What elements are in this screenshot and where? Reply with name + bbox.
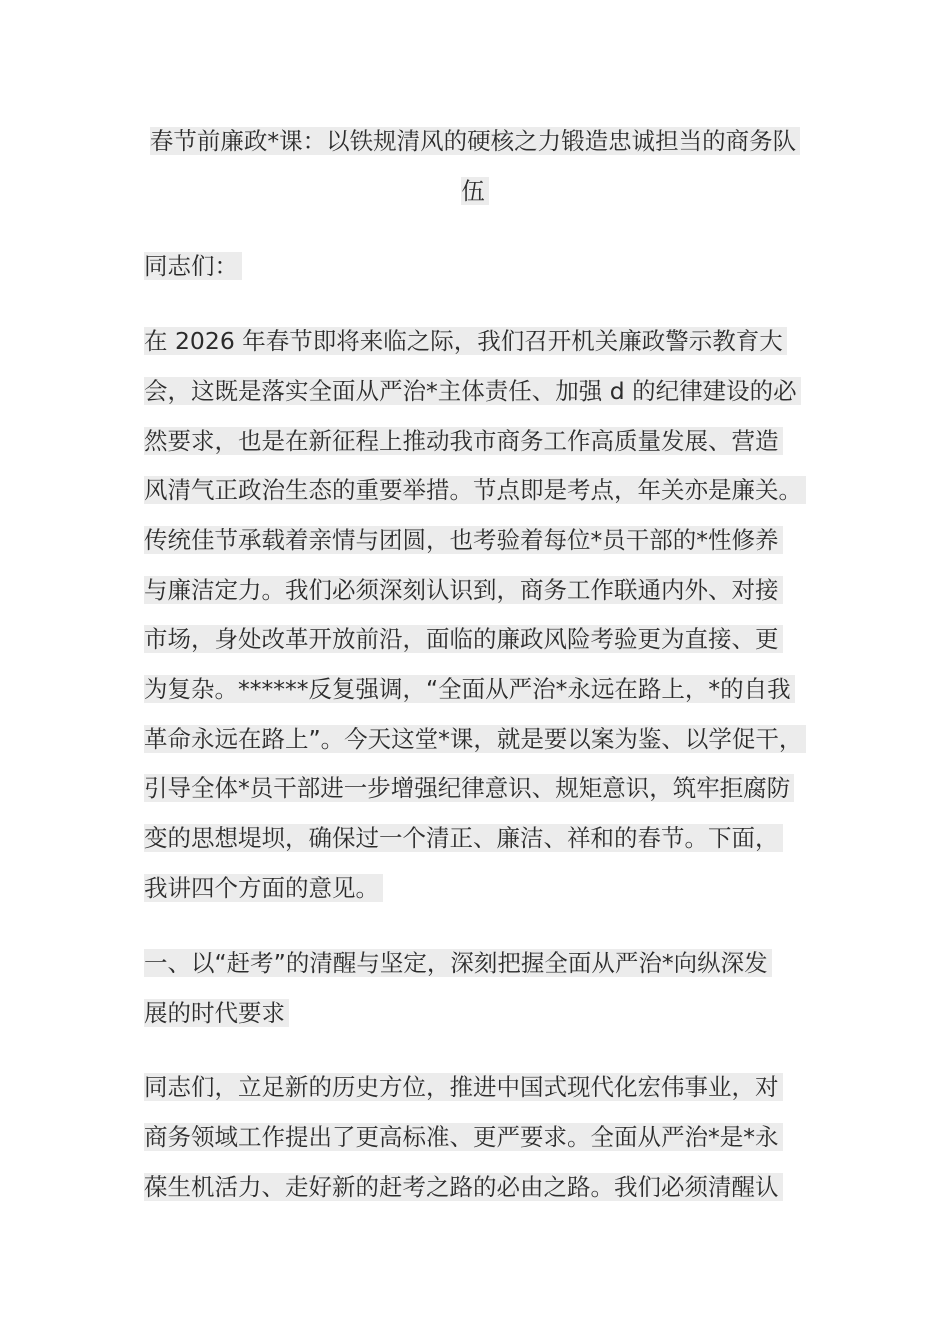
intro-line [144,323,787,359]
intro-line [144,820,783,856]
document-title-line-2 [0,173,950,209]
section-body-line [144,1169,783,1205]
document-title-line-1 [0,123,950,159]
intro-line-text: 然要求，也是在新征程上推动我市商务工作高质量发展、营造 [144,427,783,455]
intro-line-text: 为复杂。******反复强调，“全面从严治*永远在路上，*的自我 [144,675,795,703]
intro-line [144,472,806,508]
section-body-line [144,1119,783,1155]
intro-line-text: 革命永远在路上”。今天这堂*课，就是要以案为鉴、以学促干， [144,725,806,753]
intro-line-text: 与廉洁定力。我们必须深刻认识到，商务工作联通内外、对接 [144,576,783,604]
section-body-line [144,1069,783,1105]
intro-line [144,870,383,906]
intro-line [144,671,795,707]
document-title-text: 伍 [461,177,489,205]
intro-line [144,373,801,409]
intro-line [144,770,794,806]
section-heading-text: 一、以“赶考”的清醒与坚定，深刻把握全面从严治*向纵深发 [144,949,772,977]
intro-line-text: 我讲四个方面的意见。 [144,874,383,902]
section-body-text: 同志们，立足新的历史方位，推进中国式现代化宏伟事业，对 [144,1073,783,1101]
section-heading-line [144,995,289,1031]
section-body-text: 商务领域工作提出了更高标准、更严要求。全面从严治*是*永 [144,1123,783,1151]
intro-line [144,572,783,608]
document-title-text: 春节前廉政*课：以铁规清风的硬核之力锻造忠诚担当的商务队 [150,127,800,155]
intro-line [144,423,783,459]
intro-line-text: 在 2026 年春节即将来临之际，我们召开机关廉政警示教育大 [144,327,787,355]
intro-line-text: 变的思想堤坝，确保过一个清正、廉洁、祥和的春节。下面， [144,824,783,852]
salutation [144,248,242,284]
intro-line-text: 传统佳节承载着亲情与团圆，也考验着每位*员干部的*性修养 [144,526,783,554]
intro-line [144,721,806,757]
intro-line-text: 市场，身处改革开放前沿，面临的廉政风险考验更为直接、更 [144,625,783,653]
section-heading-text: 展的时代要求 [144,999,289,1027]
section-heading-line [144,945,772,981]
intro-line [144,621,783,657]
section-body-text: 葆生机活力、走好新的赶考之路的必由之路。我们必须清醒认 [144,1173,783,1201]
salutation-text: 同志们： [144,252,242,280]
intro-line [144,522,783,558]
intro-line-text: 引导全体*员干部进一步增强纪律意识、规矩意识，筑牢拒腐防 [144,774,794,802]
intro-line-text: 风清气正政治生态的重要举措。节点即是考点，年关亦是廉关。 [144,476,806,504]
intro-line-text: 会，这既是落实全面从严治*主体责任、加强 d 的纪律建设的必 [144,377,801,405]
